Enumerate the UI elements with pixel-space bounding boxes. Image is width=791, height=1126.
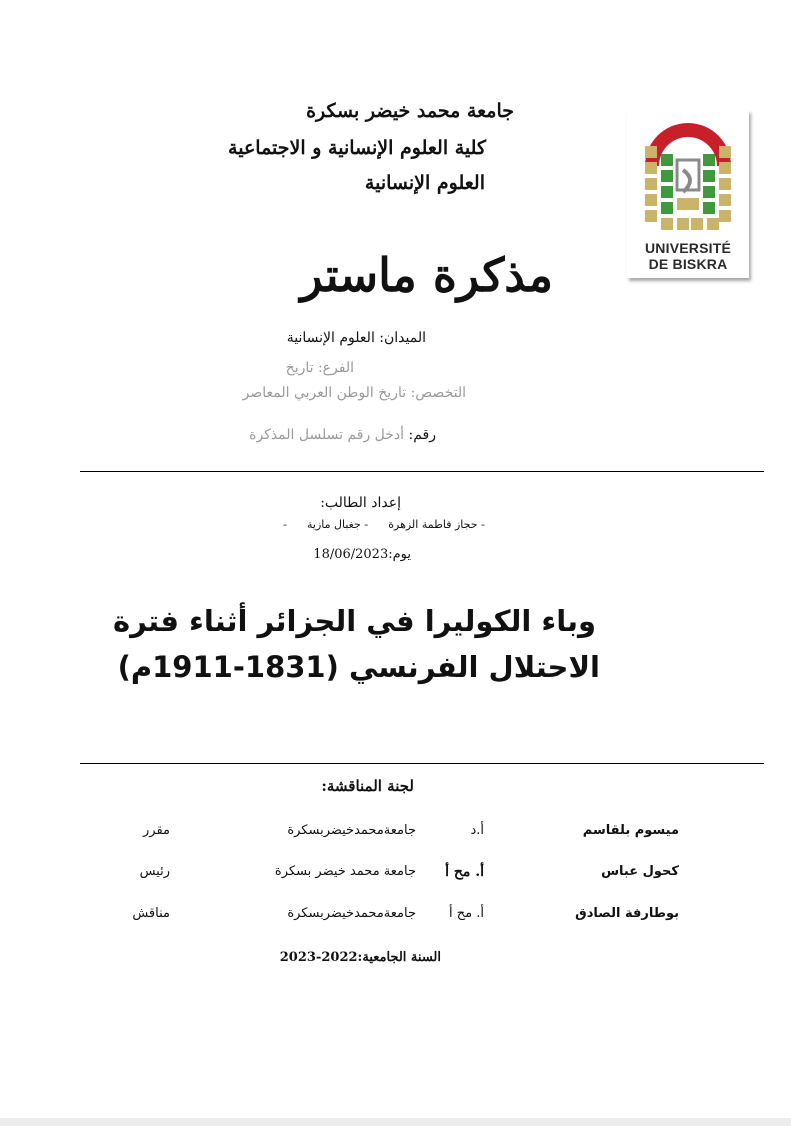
university-logo bbox=[627, 110, 749, 278]
serial-label: رقم: bbox=[408, 427, 436, 443]
member-university: جامعة محمد خيضر بسكرة bbox=[274, 864, 416, 879]
member-rank: أ.د bbox=[470, 823, 484, 838]
committee-row bbox=[0, 906, 791, 930]
academic-year: السنة الجامعية:2022-2023 bbox=[279, 950, 441, 965]
member-role: مقرر bbox=[143, 823, 170, 838]
divider-top bbox=[80, 471, 764, 472]
page-bottom-edge bbox=[0, 1118, 791, 1126]
faculty-name: كلية العلوم الإنسانية و الاجتماعية bbox=[228, 137, 486, 159]
specialty-label: التخصص: تاريخ الوطن العربي المعاصر bbox=[242, 385, 466, 401]
university-name: جامعة محمد خيضر بسكرة bbox=[306, 100, 514, 122]
prepared-by-label: إعداد الطالب: bbox=[320, 495, 401, 511]
thesis-title-line1: وباء الكوليرا في الجزائر أثناء فترة bbox=[112, 604, 596, 638]
defense-date: يوم:18/06/2023 bbox=[313, 547, 411, 562]
member-university: جامعةمحمدخيضربسكرة bbox=[287, 823, 416, 838]
branch-label: الفرع: تاريخ bbox=[285, 360, 354, 376]
serial-number-line bbox=[249, 427, 436, 443]
member-university: جامعةمحمدخيضربسكرة bbox=[287, 906, 416, 921]
student-2: - حجاز فاطمة الزهرة bbox=[388, 518, 485, 531]
page-title: مذكرة ماستر bbox=[300, 248, 553, 302]
thesis-title-line2: الاحتلال الفرنسي (1831-1911م) bbox=[117, 650, 600, 684]
member-rank: أ. مح أ bbox=[445, 864, 484, 880]
member-rank: أ. مح أ bbox=[449, 906, 484, 921]
students-line bbox=[283, 518, 485, 531]
member-role: مناقش bbox=[132, 906, 170, 921]
student-1: - جغبال مازية bbox=[306, 518, 369, 531]
committee-row bbox=[0, 864, 791, 888]
dash-marker: - bbox=[283, 518, 287, 531]
logo-text-line2: DE BISKRA bbox=[648, 256, 728, 272]
committee-title: لجنة المناقشة: bbox=[321, 777, 414, 795]
field-label: الميدان: العلوم الإنسانية bbox=[286, 330, 426, 346]
member-name: كحول عباس bbox=[601, 864, 679, 879]
committee-row bbox=[0, 823, 791, 847]
member-name: ميسوم بلقاسم bbox=[582, 823, 679, 838]
logo-text-line1: UNIVERSITÉ bbox=[644, 240, 731, 256]
divider-bottom bbox=[80, 763, 764, 764]
department-name: العلوم الإنسانية bbox=[364, 172, 485, 194]
member-name: بوطارفة الصادق bbox=[575, 906, 679, 921]
member-role: رئيس bbox=[139, 864, 170, 879]
serial-placeholder: أدخل رقم تسلسل المذكرة bbox=[249, 427, 405, 443]
logo-emblem-icon bbox=[627, 110, 749, 240]
